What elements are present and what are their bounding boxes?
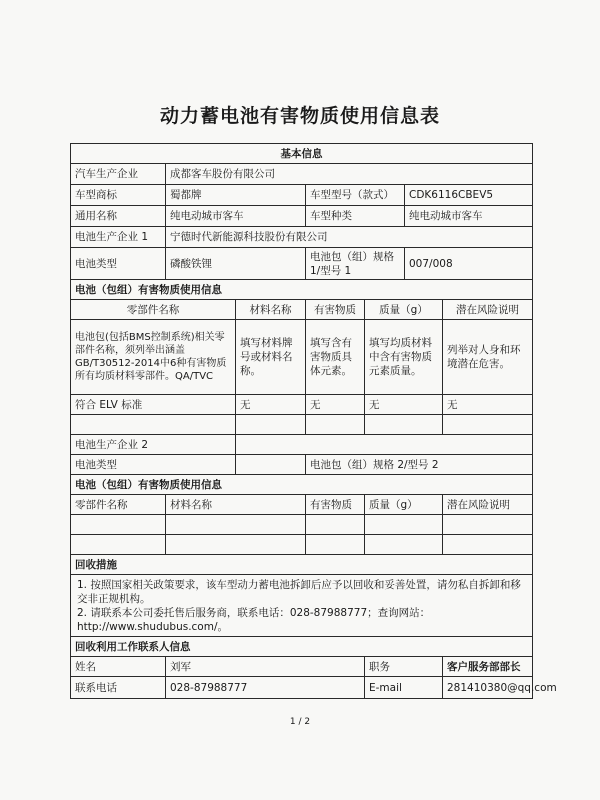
basic-info-header: 基本信息 <box>71 144 533 164</box>
vehicle-type-label: 车型种类 <box>306 206 405 227</box>
recycle-notes <box>71 575 533 637</box>
battery-maker1-label: 电池生产企业 1 <box>71 227 166 248</box>
recycle-item-1: 1. 按照国家相关政策要求，该车型动力蓄电池拆卸后应予以回收和妥善处置，请勿私自拆卸和移交非正规机构。 <box>77 578 521 605</box>
hazard1-empty-cell <box>71 415 236 435</box>
hazard1-empty-cell <box>365 415 443 435</box>
hazard2-empty-cell <box>443 515 533 535</box>
hazard2-col-part: 零部件名称 <box>71 495 166 515</box>
battery-type-value: 磷酸铁锂 <box>166 248 306 280</box>
contact-header: 回收利用工作联系人信息 <box>71 637 533 657</box>
hazard2-empty-cell <box>166 535 306 555</box>
contact-phone-value: 028-87988777 <box>166 677 365 699</box>
hazard2-col-hazard: 有害物质 <box>306 495 365 515</box>
info-table <box>70 143 557 699</box>
pack-spec1-label: 电池包（组）规格1/型号 1 <box>306 248 405 280</box>
brand-label: 车型商标 <box>71 185 166 206</box>
elv-label: 符合 ELV 标准 <box>71 395 236 415</box>
contact-position-label: 职务 <box>365 657 443 677</box>
elv-risk: 无 <box>443 395 533 415</box>
common-name-value: 纯电动城市客车 <box>166 206 306 227</box>
contact-phone-label: 联系电话 <box>71 677 166 699</box>
page-number: 1 / 2 <box>289 717 311 727</box>
contact-name-value: 刘军 <box>166 657 365 677</box>
hazard1-col-part: 零部件名称 <box>71 300 236 320</box>
hazard2-empty-cell <box>71 535 166 555</box>
hazard2-empty-cell <box>306 515 365 535</box>
elv-material: 无 <box>236 395 306 415</box>
hazard1-col-mass: 质量（g） <box>365 300 443 320</box>
hazard2-empty-cell <box>166 515 306 535</box>
hazard1-desc-hazard: 填写含有害物质具体元素。 <box>306 320 365 395</box>
hazard1-desc-part: 电池包(包括BMS控制系统)相关零部件名称，须列举出涵盖GB/T30512-2014中6种有害物质所有均质材料零部件。QA/TVC <box>71 320 236 395</box>
hazard2-col-mass: 质量（g） <box>365 495 443 515</box>
elv-hazard: 无 <box>306 395 365 415</box>
hazard1-empty-cell <box>443 415 533 435</box>
battery-type2-value <box>236 455 306 475</box>
hazard1-col-hazard: 有害物质 <box>306 300 365 320</box>
model-label: 车型型号（款式） <box>306 185 405 206</box>
recycle-item-2: 2. 请联系本公司委托售后服务商，联系电话：028-87988777；查询网站：http://www.shudubus.com/。 <box>77 606 431 633</box>
manufacturer-label: 汽车生产企业 <box>71 164 166 185</box>
battery-maker2-value <box>236 435 533 455</box>
contact-email-label: E-mail <box>365 677 443 699</box>
hazard2-empty-cell <box>365 535 443 555</box>
document-title: 动力蓄电池有害物质使用信息表 <box>159 105 440 127</box>
recycle-header: 回收措施 <box>71 555 533 575</box>
contact-position-value: 客户服务部部长 <box>443 657 533 677</box>
manufacturer-value: 成都客车股份有限公司 <box>166 164 533 185</box>
hazard2-col-material: 材料名称 <box>166 495 306 515</box>
hazard2-col-risk: 潜在风险说明 <box>443 495 533 515</box>
common-name-label: 通用名称 <box>71 206 166 227</box>
contact-email-value: 281410380@qq.com <box>443 677 533 699</box>
battery-type2-label: 电池类型 <box>71 455 236 475</box>
battery-maker1-value: 宁德时代新能源科技股份有限公司 <box>166 227 533 248</box>
hazard1-col-risk: 潜在风险说明 <box>443 300 533 320</box>
pack-spec2-label: 电池包（组）规格 2/型号 2 <box>306 455 533 475</box>
hazard2-empty-cell <box>71 515 166 535</box>
vehicle-type-value: 纯电动城市客车 <box>405 206 533 227</box>
hazard1-desc-material: 填写材料牌号或材料名称。 <box>236 320 306 395</box>
brand-value: 蜀都牌 <box>166 185 306 206</box>
hazard2-empty-cell <box>365 515 443 535</box>
hazard2-empty-cell <box>443 535 533 555</box>
battery-maker2-label: 电池生产企业 2 <box>71 435 236 455</box>
hazard2-header: 电池（包组）有害物质使用信息 <box>71 475 533 495</box>
hazard1-col-material: 材料名称 <box>236 300 306 320</box>
hazard1-header: 电池（包组）有害物质使用信息 <box>71 280 533 300</box>
battery-type-label: 电池类型 <box>71 248 166 280</box>
hazard1-desc-mass: 填写均质材料中含有害物质元素质量。 <box>365 320 443 395</box>
model-value: CDK6116CBEV5 <box>405 185 533 206</box>
elv-mass: 无 <box>365 395 443 415</box>
hazard1-empty-cell <box>236 415 306 435</box>
hazard1-desc-risk: 列举对人身和环境潜在危害。 <box>443 320 533 395</box>
hazard2-empty-cell <box>306 535 365 555</box>
pack-spec1-value: 007/008 <box>405 248 533 280</box>
contact-name-label: 姓名 <box>71 657 166 677</box>
hazard1-empty-cell <box>306 415 365 435</box>
